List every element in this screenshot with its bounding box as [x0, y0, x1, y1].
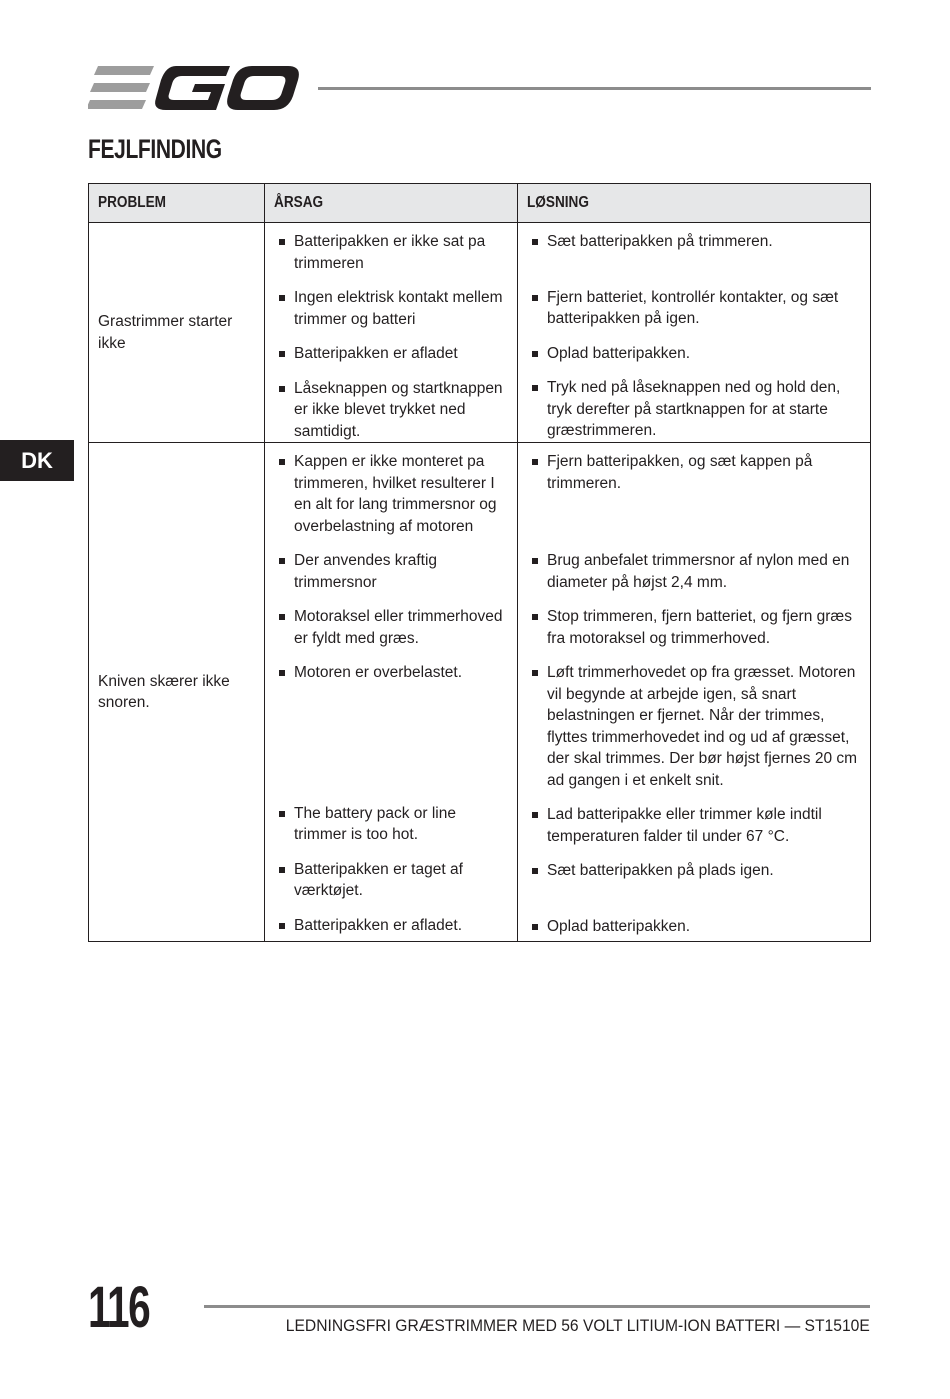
table-row [89, 223, 871, 443]
header-solution: LØSNING [518, 184, 871, 223]
solution-list [526, 451, 862, 937]
header-rule [318, 87, 871, 90]
list-item: Stop trimmeren, fjern batteriet, og fjern græs fra motoraksel og trimmerhoved. [526, 606, 862, 649]
language-tab: DK [0, 440, 74, 481]
cause-list [273, 231, 509, 442]
solution-cell [518, 443, 871, 942]
cause-cell [265, 443, 518, 942]
problem-cell: Grastrimmer starter ikke [89, 223, 265, 443]
list-item: Motoren er overbelastet. [273, 662, 509, 684]
list-item: Batteripakken er ikke sat pa trimmeren [273, 231, 509, 274]
solution-cell [518, 223, 871, 443]
list-item: Batteripakken er taget af værktøjet. [273, 859, 509, 902]
solution-list [526, 231, 862, 442]
page-title: FEJLFINDING [88, 134, 222, 164]
ego-logo [88, 64, 300, 112]
list-item: Fjern batteriet, kontrollér kontakter, og sæt batteripakken på igen. [526, 287, 862, 330]
footer-rule [204, 1305, 870, 1308]
header-problem: PROBLEM [89, 184, 265, 223]
list-item: Batteripakken er afladet. [273, 915, 509, 937]
troubleshooting-table [88, 183, 871, 942]
table-row [89, 443, 871, 942]
table-header-row [89, 184, 871, 223]
list-item: Oplad batteripakken. [526, 916, 862, 938]
page-number: 116 [88, 1275, 150, 1340]
list-item: Batteripakken er afladet [273, 343, 509, 365]
list-item: Brug anbefalet trimmersnor af nylon med en diameter på højst 2,4 mm. [526, 550, 862, 593]
cause-list [273, 451, 509, 936]
list-item: Ingen elektrisk kontakt mellem trimmer og batteri [273, 287, 509, 330]
list-item: The battery pack or line trimmer is too hot. [273, 803, 509, 846]
list-item: Tryk ned på låseknappen ned og hold den, tryk derefter på startknappen for at starte græstrimmeren. [526, 377, 862, 442]
list-item: Lad batteripakke eller trimmer køle indtil temperaturen falder til under 67 °C. [526, 804, 862, 847]
footer-title: LEDNINGSFRI GRÆSTRIMMER MED 56 VOLT LITIUM-ION BATTERI — ST1510E [286, 1316, 870, 1335]
list-item: Motoraksel eller trimmerhoved er fyldt med græs. [273, 606, 509, 649]
header-cause: ÅRSAG [265, 184, 518, 223]
list-item: Løft trimmerhovedet op fra græsset. Motoren vil begynde at arbejde igen, så snart belastningen er fjernet. Når der trimmes, flyttes trimmerhovedet ind og ud af græsset, der skal trimmes. Der bør højst fjernes 20 cm ad gangen i et enkelt snit. [526, 662, 862, 791]
list-item: Sæt batteripakken på plads igen. [526, 860, 862, 882]
problem-cell: Kniven skærer ikke snoren. [89, 443, 265, 942]
cause-cell [265, 223, 518, 443]
list-item: Låseknappen og startknappen er ikke blevet trykket ned samtidigt. [273, 378, 509, 443]
list-item: Fjern batteripakken, og sæt kappen på trimmeren. [526, 451, 862, 494]
list-item: Sæt batteripakken på trimmeren. [526, 231, 862, 253]
list-item: Der anvendes kraftig trimmersnor [273, 550, 509, 593]
list-item: Kappen er ikke monteret pa trimmeren, hvilket resulterer I en alt for lang trimmersnor og overbelastning af motoren [273, 451, 509, 537]
list-item: Oplad batteripakken. [526, 343, 862, 365]
